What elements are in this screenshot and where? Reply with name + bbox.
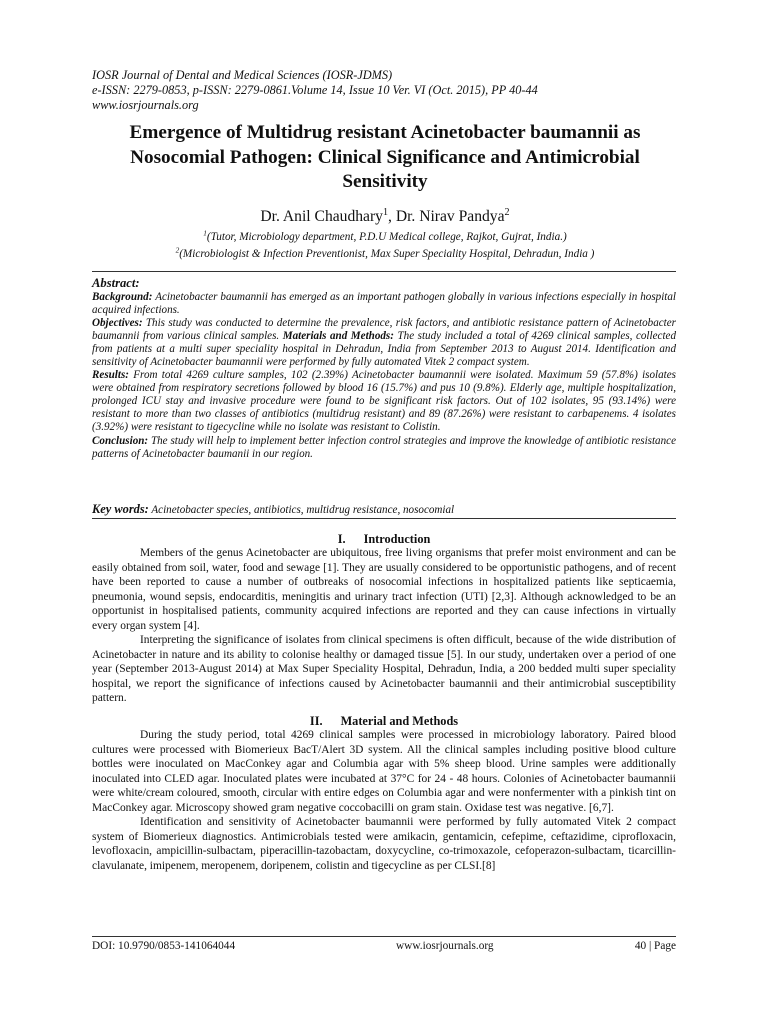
paper-title (80, 121, 690, 195)
journal-website: www.iosrjournals.org (92, 98, 199, 112)
author-separator: , (388, 208, 396, 225)
methods-body (92, 728, 676, 873)
authors (80, 207, 690, 227)
section-number: I. (337, 532, 346, 546)
affiliation-mark: 1 (203, 229, 207, 238)
journal-header (92, 68, 692, 113)
affiliation (80, 229, 690, 246)
abstract-label: Objectives: (92, 317, 143, 330)
affiliation-text: (Microbiologist & Infection Preventionist, Max Super Speciality Hospital, Dehradun, India ) (179, 247, 595, 260)
abstract-top-rule (92, 271, 676, 272)
keywords (92, 502, 676, 517)
title-line: Nosocomial Pathogen: Clinical Significance and Antimicrobial (130, 146, 640, 168)
abstract-body (92, 291, 676, 461)
paragraph: Members of the genus Acinetobacter are ubiquitous, free living organisms that prefer moist environment and can be easily obtained from soil, water, food and sewage [1]. They are usually considered to be opportunistic pathogens, and of recent have been reported to cause a number of outbreaks of nosocomial infections in hospitalized patients like septicaemia, pneumonia, wound sepsis, endocarditis, meningitis and urinary tract infection (UTI) [2,3]. Although acknowledged to be an opportunist in hospitalised patients, community acquired infections are reported and they can cause infections in virtually every organ system [4]. (92, 547, 676, 632)
abstract-conclusion: Conclusion: The study will help to implement better infection control strategies and improve the knowledge of antibiotic resistance patterns of Acinetobacter baumanii in our region. (92, 434, 676, 460)
abstract-label: Results: (92, 369, 129, 382)
section-heading-methods (92, 714, 676, 729)
title-line: Sensitivity (342, 171, 428, 192)
section-heading-introduction (92, 532, 676, 547)
affiliation-text: (Tutor, Microbiology department, P.D.U Medical college, Rajkot, Gujrat, India.) (206, 231, 567, 243)
author-affiliation-mark: 2 (504, 206, 510, 218)
section-number: II. (309, 714, 323, 728)
abstract-bottom-rule (92, 518, 676, 519)
footer-page-number: 40 | Page (634, 940, 676, 952)
journal-name: IOSR Journal of Dental and Medical Sciences (IOSR-JDMS) (92, 68, 393, 82)
paragraph: Interpreting the significance of isolates from clinical specimens is often difficult, because of the wide distribution of Acinetobacter in nature and its ability to colonise healthy or damaged tissue [5]. In our study, undertaken over a period of one year (September 2013-August 2014) at Max Super Speciality Hospital, Dehradun, India, a 200 bedded multi super speciality hospital, we report the significance of infections caused by Acinetobacter baumannii and their antimicrobial susceptibility pattern. (92, 634, 676, 705)
footer-rule (92, 936, 676, 937)
abstract-label: Background: (92, 291, 153, 303)
author-name: Dr. Nirav Pandya (395, 208, 505, 225)
abstract-background: Background: Acinetobacter baumannii has emerged as an important pathogen globally in various infections especially in hospital acquired infections. (92, 291, 676, 317)
abstract-objectives-methods: Objectives: This study was conducted to determine the prevalence, risk factors, and antibiotic resistance pattern of Acinetobacter baumannii from various clinical samples. Materials and Methods: The study included a total of 4269 clinical samples, collected from patients at a multi super speciality hospital in Dehradun, India from September 2013 to August 2014. Identification and sensitivity of Acinetobacter baumannii were performed by fully automated Vitek 2 compact system. (92, 317, 677, 369)
paragraph: During the study period, total 4269 clinical samples were processed in microbiology laboratory. Paired blood cultures were processed with Biomerieux BacT/Alert 3D system. All the clinical samples including positive blood culture bottles were inoculated on MacConkey agar and Columbia agar with 5% sheep blood. Urine samples were additionally inoculated into CLED agar. Inoculated plates were incubated at 37°C for 24 - 48 hours. Colonies of Acinetobacter baumannii were white/cream coloured, smooth, circular with entire edges on Columbia agar and were nonfermenter with a pinkish tint on MacConkey agar. Microscopy showed gram negative coccobacilli on gram stain. Oxidase test was negative. [6,7]. (92, 729, 676, 814)
affiliations (80, 229, 690, 262)
abstract-results: Results: From total 4269 culture samples, 102 (2.39%) Acinetobacter baumannii were isolated. Maximum 59 (57.8%) isolates were obtained from respiratory secretions followed by blood 16 (15.7%) and pus 10 (9.8%). Elderly age, multiple hospitalization, prolonged ICU stay and invasive procedure were found to be significant risk factors. Out of 102 isolates, 95 (93.14%) were resistant to more than two classes of antibiotics (multidrug resistant) and 89 (87.26%) were resistant to carbapenems. 4 isolates (3.92%) were resistant to tigecycline while no isolate was resistant to Colistin. (92, 369, 676, 434)
affiliation (80, 246, 690, 263)
author-affiliation-mark: 1 (382, 206, 389, 218)
introduction-body (92, 546, 676, 706)
footer-doi: DOI: 10.9790/0853-141064044 (92, 940, 236, 952)
paragraph: Identification and sensitivity of Acinetobacter baumannii were performed by fully automated Vitek 2 compact system of Biomerieux diagnostics. Antimicrobials tested were amikacin, gentamicin, cefepime, ceftazidime, ciprofloxacin, levofloxacin, ampicillin-sulbactam, piperacillin-tazobactam, doxycycline, co-trimoxazole, cefoperazon-sulbactam, ticarcillin-clavulanate, imipenem, meropenem, doripenem, colistin and tigecycline as per CLSI.[8] (92, 816, 676, 872)
keywords-label: Key words: (92, 502, 149, 516)
title-line: Emergence of Multidrug resistant Acinetobacter baumannii as (129, 122, 641, 143)
journal-issn: e-ISSN: 2279-0853, p-ISSN: 2279-0861.Volume 14, Issue 10 Ver. VI (Oct. 2015), PP 40-44 (92, 83, 538, 97)
affiliation-mark: 2 (175, 245, 180, 254)
section-title: Introduction (363, 532, 431, 546)
abstract-heading: Abstract: (92, 276, 140, 290)
footer-website: www.iosrjournals.org (396, 940, 494, 952)
section-title: Material and Methods (340, 714, 459, 728)
abstract-label: Conclusion: (92, 434, 149, 447)
keywords-text: Acinetobacter species, antibiotics, multidrug resistance, nosocomial (148, 504, 455, 516)
abstract-label: Materials and Methods: (282, 330, 394, 343)
author-name: Dr. Anil Chaudhary (260, 208, 383, 225)
